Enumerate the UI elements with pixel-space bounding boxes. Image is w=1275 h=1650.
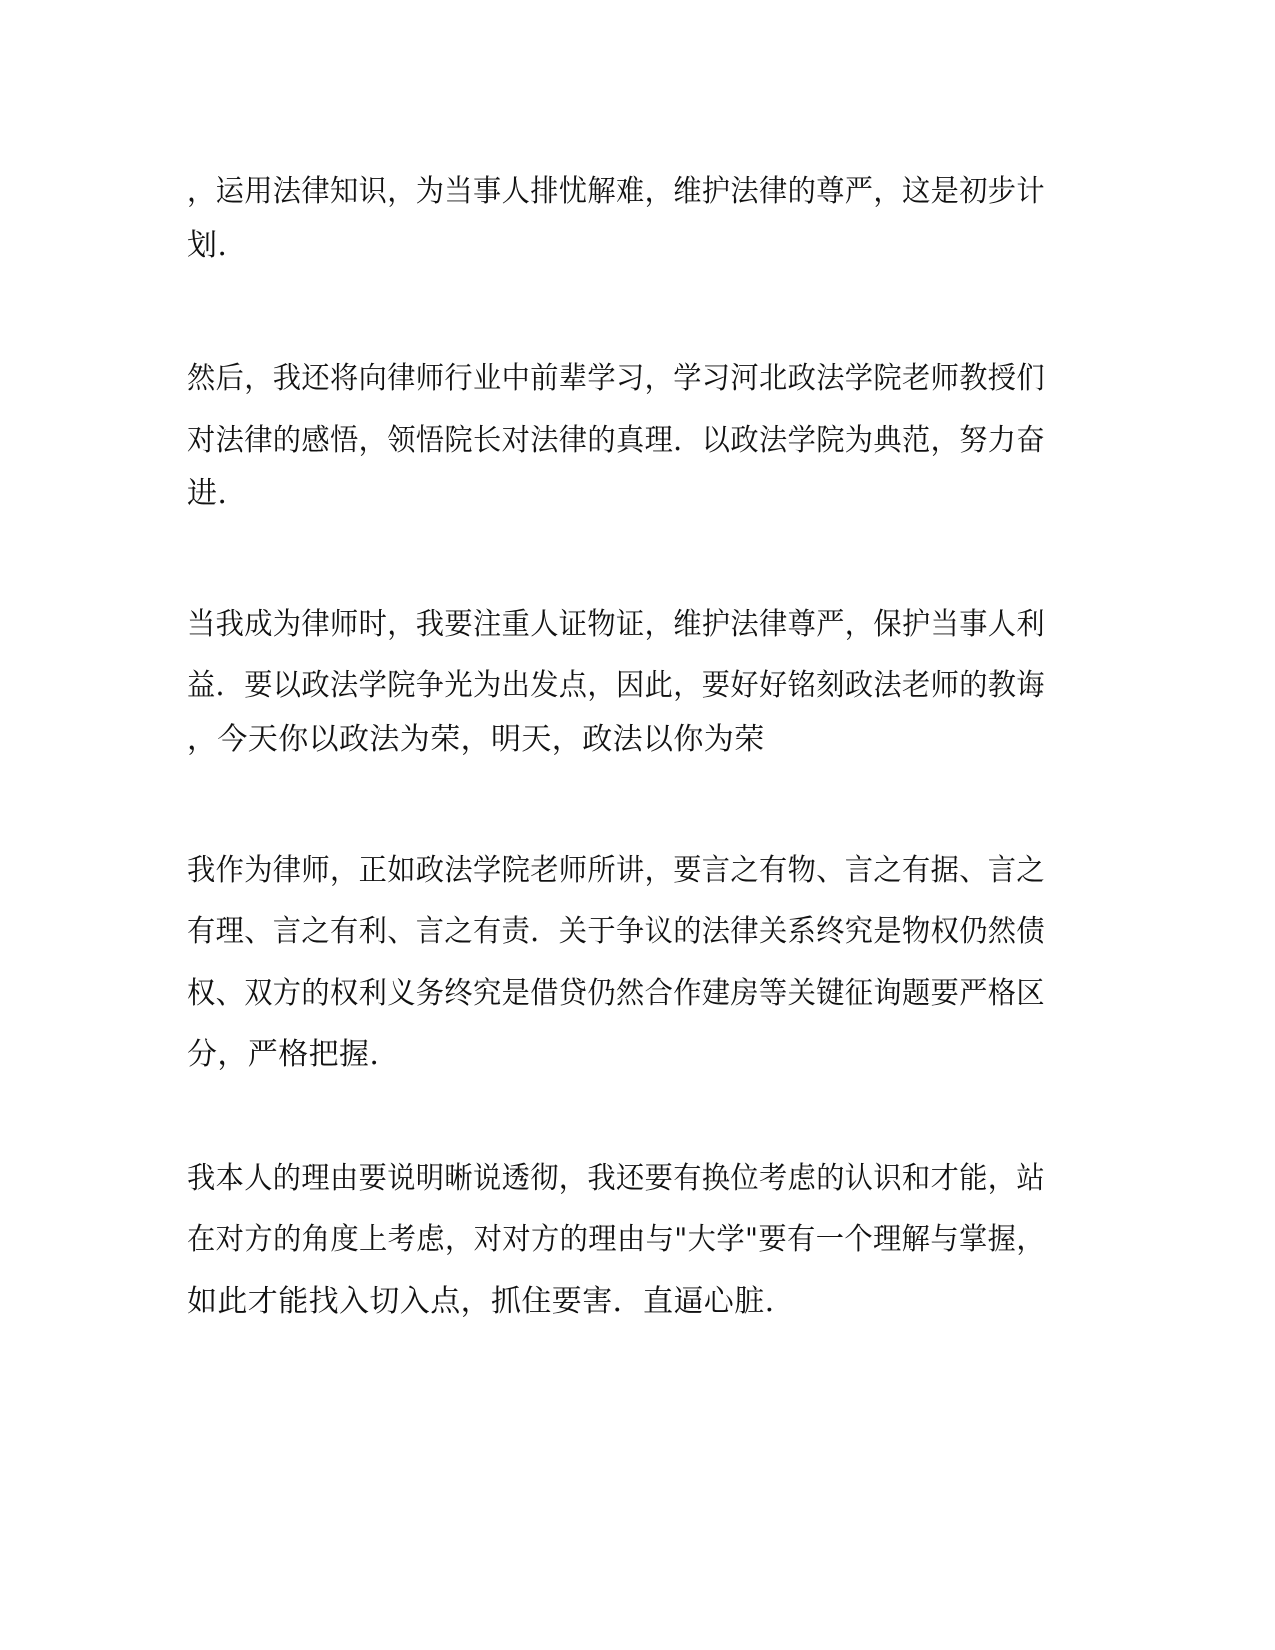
paragraph-line: 我本人的理由要说明晰说透彻，我还要有换位考虑的认识和才能，站	[187, 1161, 1045, 1196]
paragraph-line: 对法律的感悟，领悟院长对法律的真理．以政法学院为典范，努力奋	[187, 423, 1045, 458]
paragraph-line: 权、双方的权利义务终究是借贷仍然合作建房等关键征询题要严格区	[187, 976, 1045, 1011]
paragraph-line: 然后，我还将向律师行业中前辈学习，学习河北政法学院老师教授们	[187, 361, 1045, 396]
paragraph-line: 分，严格把握.	[187, 1037, 380, 1072]
paragraph-line: 益．要以政法学院争光为出发点，因此，要好好铭刻政法老师的教诲	[187, 668, 1045, 703]
paragraph-line: 如此才能找入切入点，抓住要害．直逼心脏.	[187, 1284, 775, 1319]
paragraph-line: 进.	[187, 476, 228, 511]
paragraph-line: 在对方的角度上考虑，对对方的理由与"大学"要有一个理解与掌握，	[187, 1222, 1045, 1257]
paragraph-line: ，今天你以政法为荣，明天，政法以你为荣	[187, 722, 765, 757]
paragraph-line: 划.	[187, 228, 228, 263]
paragraph-line: 有理、言之有利、言之有责．关于争议的法律关系终究是物权仍然债	[187, 914, 1045, 949]
paragraph-line: 当我成为律师时，我要注重人证物证，维护法律尊严，保护当事人利	[187, 607, 1045, 642]
paragraph-line: ，运用法律知识，为当事人排忧解难，维护法律的尊严，这是初步计	[187, 174, 1045, 209]
paragraph-line: 我作为律师，正如政法学院老师所讲，要言之有物、言之有据、言之	[187, 853, 1045, 888]
